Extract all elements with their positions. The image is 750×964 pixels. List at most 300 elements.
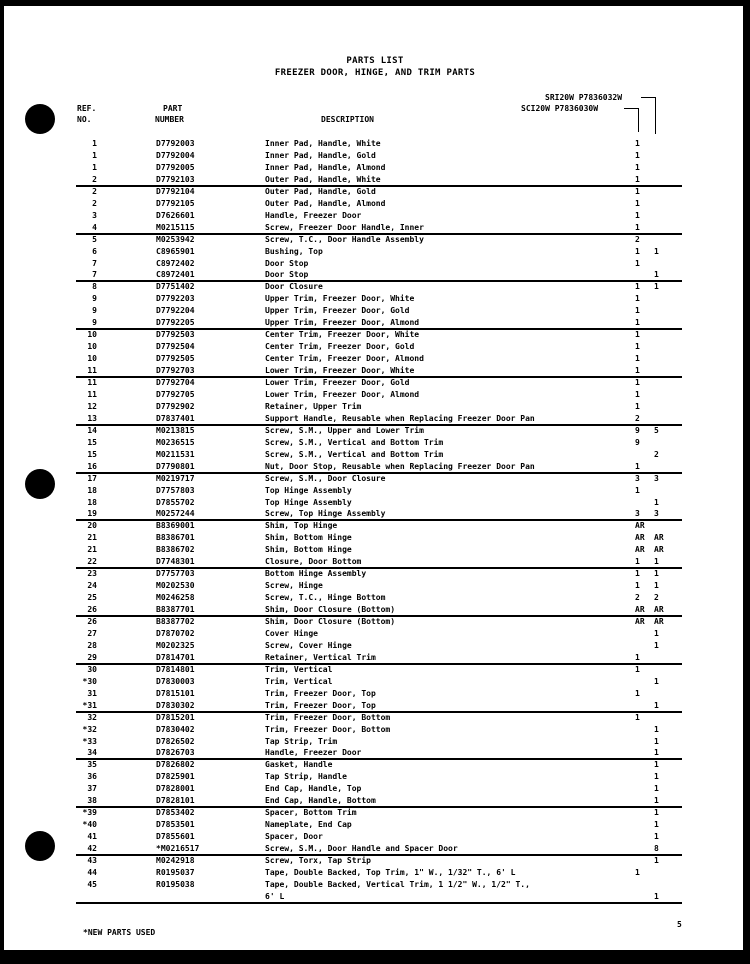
part-number: C8972401 (156, 270, 195, 279)
part-number: D7828001 (156, 784, 195, 793)
table-row (0, 880, 750, 892)
model-label-2: SCI20W P7836030W (521, 104, 599, 113)
part-description: Bottom Hinge Assembly (265, 569, 367, 578)
part-description: Shim, Bottom Hinge (265, 533, 352, 542)
qty-model-1: 1 (635, 402, 640, 411)
ref-number: 10 (87, 330, 97, 339)
part-description: Trim, Freezer Door, Bottom (265, 713, 391, 722)
table-row (0, 187, 750, 199)
header-part-number: NUMBER (155, 115, 184, 124)
ref-number: 18 (87, 486, 97, 495)
ref-number: 8 (92, 282, 97, 291)
part-number: D7792504 (156, 342, 195, 351)
qty-model-2: 1 (654, 282, 659, 291)
part-number: D7830302 (156, 701, 195, 710)
part-number: D7792704 (156, 378, 195, 387)
part-number: D7792104 (156, 187, 195, 196)
part-description: Tape, Double Backed, Top Trim, 1" W., 1/32" T., 6' L (265, 868, 516, 877)
table-row (0, 223, 750, 235)
ref-number: 10 (87, 354, 97, 363)
model-bracket (624, 108, 639, 109)
qty-model-2: 1 (654, 892, 659, 901)
qty-model-2: 1 (654, 808, 659, 817)
header-part: PART (163, 104, 183, 113)
qty-model-2: 1 (654, 581, 659, 590)
part-number: D7751402 (156, 282, 195, 291)
model-bracket (655, 97, 656, 134)
table-row (0, 474, 750, 486)
part-description: Spacer, Door (265, 832, 323, 841)
page-number: 5 (677, 920, 682, 929)
ref-number: 35 (87, 760, 97, 769)
part-number: B8386702 (156, 545, 195, 554)
header-ref: REF. (77, 104, 97, 113)
table-row (0, 689, 750, 701)
part-description: Gasket, Handle (265, 760, 333, 769)
part-description: Door Closure (265, 282, 323, 291)
ref-number: 15 (87, 450, 97, 459)
qty-model-2: 1 (654, 784, 659, 793)
part-number: M0202530 (156, 581, 195, 590)
qty-model-1: 1 (635, 665, 640, 674)
model-label-1: SRI20W P7836032W (545, 93, 623, 102)
ref-number: 16 (87, 462, 97, 471)
qty-model-1: AR (635, 617, 645, 626)
qty-model-1: 9 (635, 426, 640, 435)
part-description: Retainer, Upper Trim (265, 402, 362, 411)
part-number: D7792902 (156, 402, 195, 411)
ref-number: 5 (92, 235, 97, 244)
part-number: D7815201 (156, 713, 195, 722)
table-row (0, 306, 750, 318)
ref-number: 32 (87, 713, 97, 722)
qty-model-1: 1 (635, 569, 640, 578)
ref-number: 3 (92, 211, 97, 220)
qty-model-1: 1 (635, 486, 640, 495)
ref-number: 19 (87, 509, 97, 518)
table-row (0, 557, 750, 569)
part-description: Inner Pad, Handle, Gold (265, 151, 376, 160)
part-number: D7855702 (156, 498, 195, 507)
ref-number: 11 (87, 366, 97, 375)
ref-number: 17 (87, 474, 97, 483)
part-number: D7837401 (156, 414, 195, 423)
part-description: Tap Strip, Handle (265, 772, 347, 781)
table-row (0, 748, 750, 760)
part-number: D7792505 (156, 354, 195, 363)
ref-number: 7 (92, 259, 97, 268)
qty-model-1: 1 (635, 187, 640, 196)
qty-model-1: 1 (635, 294, 640, 303)
table-row (0, 450, 750, 462)
qty-model-2: 5 (654, 426, 659, 435)
part-number: D7853402 (156, 808, 195, 817)
table-row (0, 235, 750, 247)
table-row (0, 175, 750, 187)
part-number: D7828101 (156, 796, 195, 805)
ref-number: 45 (87, 880, 97, 889)
page-title: PARTS LIST (346, 56, 404, 66)
table-row (0, 270, 750, 282)
ref-number: 11 (87, 378, 97, 387)
part-description: Center Trim, Freezer Door, White (265, 330, 420, 339)
binder-hole (25, 104, 55, 134)
part-number: M0213815 (156, 426, 195, 435)
part-number: D7792004 (156, 151, 195, 160)
part-description: Upper Trim, Freezer Door, Almond (265, 318, 420, 327)
ref-number: 18 (87, 498, 97, 507)
part-description: Trim, Freezer Door, Top (265, 701, 376, 710)
table-row (0, 605, 750, 617)
ref-number: *32 (82, 725, 97, 734)
part-description: Door Stop (265, 270, 309, 279)
table-row (0, 486, 750, 498)
part-number: B8387701 (156, 605, 195, 614)
scan-border-top (0, 0, 750, 6)
qty-model-1: 1 (635, 282, 640, 291)
part-description: Screw, S.M., Vertical and Bottom Trim (265, 450, 444, 459)
part-number: D7626601 (156, 211, 195, 220)
ref-number: 21 (87, 533, 97, 542)
part-number: D7826802 (156, 760, 195, 769)
ref-number: 36 (87, 772, 97, 781)
part-number: M0246258 (156, 593, 195, 602)
ref-number: *39 (82, 808, 97, 817)
qty-model-2: 1 (654, 629, 659, 638)
part-description: Outer Pad, Handle, White (265, 175, 381, 184)
part-number: M0253942 (156, 235, 195, 244)
model-bracket (641, 97, 656, 98)
ref-number: 22 (87, 557, 97, 566)
part-description: Tap Strip, Trim (265, 737, 338, 746)
qty-model-2: 2 (654, 450, 659, 459)
qty-model-1: 1 (635, 653, 640, 662)
qty-model-2: 1 (654, 760, 659, 769)
part-description: Screw, Top Hinge Assembly (265, 509, 386, 518)
part-number: D7757703 (156, 569, 195, 578)
part-number: D7830003 (156, 677, 195, 686)
part-number: B8386701 (156, 533, 195, 542)
part-description: Shim, Bottom Hinge (265, 545, 352, 554)
part-number: D7748301 (156, 557, 195, 566)
qty-model-1: AR (635, 545, 645, 554)
qty-model-2: 1 (654, 772, 659, 781)
qty-model-2: 1 (654, 748, 659, 757)
qty-model-2: 1 (654, 498, 659, 507)
part-description: Shim, Door Closure (Bottom) (265, 617, 396, 626)
table-row (0, 844, 750, 856)
qty-model-2: AR (654, 617, 664, 626)
ref-number: 1 (92, 151, 97, 160)
qty-model-2: 1 (654, 569, 659, 578)
table-row (0, 211, 750, 223)
part-description: Retainer, Vertical Trim (265, 653, 376, 662)
part-number: D7814701 (156, 653, 195, 662)
table-row (0, 677, 750, 689)
part-number: D7792503 (156, 330, 195, 339)
qty-model-2: 3 (654, 509, 659, 518)
part-description: Center Trim, Freezer Door, Gold (265, 342, 415, 351)
part-description: Inner Pad, Handle, Almond (265, 163, 386, 172)
part-description: End Cap, Handle, Top (265, 784, 362, 793)
part-description: Handle, Freezer Door (265, 211, 362, 220)
part-number: D7815101 (156, 689, 195, 698)
part-description: Screw, T.C., Door Handle Assembly (265, 235, 424, 244)
ref-number: 26 (87, 617, 97, 626)
part-description: Tape, Double Backed, Vertical Trim, 1 1/2" W., 1/2" T., (265, 880, 530, 889)
table-row (0, 414, 750, 426)
part-number: D7826502 (156, 737, 195, 746)
part-description: Outer Pad, Handle, Almond (265, 199, 386, 208)
qty-model-1: 1 (635, 151, 640, 160)
ref-number: 9 (92, 306, 97, 315)
part-description: Nameplate, End Cap (265, 820, 352, 829)
part-number: B8387702 (156, 617, 195, 626)
qty-model-2: AR (654, 545, 664, 554)
part-number: D7792105 (156, 199, 195, 208)
table-row (0, 581, 750, 593)
ref-number: 25 (87, 593, 97, 602)
table-row (0, 366, 750, 378)
part-description: Support Handle, Reusable when Replacing Freezer Door Pan (265, 414, 535, 423)
ref-number: 1 (92, 139, 97, 148)
part-description: Trim, Freezer Door, Bottom (265, 725, 391, 734)
qty-model-1: AR (635, 521, 645, 530)
part-number: D7830402 (156, 725, 195, 734)
ref-number: *31 (82, 701, 97, 710)
table-row (0, 342, 750, 354)
page-subtitle: FREEZER DOOR, HINGE, AND TRIM PARTS (274, 68, 476, 78)
part-description: Screw, T.C., Hinge Bottom (265, 593, 386, 602)
table-row (0, 665, 750, 677)
part-description: Lower Trim, Freezer Door, White (265, 366, 415, 375)
table-row (0, 318, 750, 330)
part-number: M0215115 (156, 223, 195, 232)
ref-number: 30 (87, 665, 97, 674)
table-row (0, 868, 750, 880)
table-row (0, 462, 750, 474)
qty-model-1: 1 (635, 306, 640, 315)
part-number: D7855601 (156, 832, 195, 841)
part-description: End Cap, Handle, Bottom (265, 796, 376, 805)
qty-model-1: 1 (635, 247, 640, 256)
qty-model-1: AR (635, 605, 645, 614)
ref-number: 29 (87, 653, 97, 662)
part-number: D7792005 (156, 163, 195, 172)
qty-model-1: 1 (635, 139, 640, 148)
qty-model-1: 3 (635, 474, 640, 483)
ref-number: *40 (82, 820, 97, 829)
part-description: Shim, Top Hinge (265, 521, 338, 530)
part-number: D7792703 (156, 366, 195, 375)
part-number: D7757803 (156, 486, 195, 495)
part-description: Door Stop (265, 259, 309, 268)
part-number: D7853501 (156, 820, 195, 829)
part-number: D7826703 (156, 748, 195, 757)
part-number: M0219717 (156, 474, 195, 483)
part-number: D7825901 (156, 772, 195, 781)
part-number: M0202325 (156, 641, 195, 650)
qty-model-2: 1 (654, 856, 659, 865)
qty-model-2: 1 (654, 247, 659, 256)
ref-number: 43 (87, 856, 97, 865)
part-number: C8972402 (156, 259, 195, 268)
ref-number: 13 (87, 414, 97, 423)
row-divider (76, 902, 682, 904)
qty-model-1: 1 (635, 163, 640, 172)
table-row (0, 402, 750, 414)
part-description: Screw, S.M., Upper and Lower Trim (265, 426, 424, 435)
qty-model-2: 8 (654, 844, 659, 853)
part-description: Top Hinge Assembly (265, 498, 352, 507)
ref-number: 37 (87, 784, 97, 793)
part-description: Screw, S.M., Vertical and Bottom Trim (265, 438, 444, 447)
ref-number: 9 (92, 294, 97, 303)
ref-number: 2 (92, 187, 97, 196)
part-number: D7792103 (156, 175, 195, 184)
footnote: *NEW PARTS USED (83, 928, 156, 937)
qty-model-1: 1 (635, 581, 640, 590)
part-description: Cover Hinge (265, 629, 318, 638)
table-row (0, 593, 750, 605)
part-number: B8369001 (156, 521, 195, 530)
header-ref-no: NO. (77, 115, 92, 124)
ref-number: 44 (87, 868, 97, 877)
table-row (0, 641, 750, 653)
qty-model-1: 1 (635, 199, 640, 208)
qty-model-1: 1 (635, 689, 640, 698)
table-row (0, 438, 750, 450)
qty-model-1: AR (635, 533, 645, 542)
qty-model-2: 1 (654, 796, 659, 805)
table-row (0, 378, 750, 390)
qty-model-1: 1 (635, 342, 640, 351)
part-description: Screw, Freezer Door Handle, Inner (265, 223, 424, 232)
part-number: M0257244 (156, 509, 195, 518)
part-description: Top Hinge Assembly (265, 486, 352, 495)
part-description: Lower Trim, Freezer Door, Almond (265, 390, 420, 399)
part-description: Inner Pad, Handle, White (265, 139, 381, 148)
qty-model-1: 1 (635, 318, 640, 327)
table-row (0, 390, 750, 402)
part-number: M0242918 (156, 856, 195, 865)
table-row (0, 892, 750, 904)
ref-number: 21 (87, 545, 97, 554)
part-number: M0236515 (156, 438, 195, 447)
table-row (0, 521, 750, 533)
table-row (0, 139, 750, 151)
ref-number: 7 (92, 270, 97, 279)
table-row (0, 294, 750, 306)
table-row (0, 617, 750, 629)
table-row (0, 199, 750, 211)
part-description: Nut, Door Stop, Reusable when Replacing Freezer Door Pan (265, 462, 535, 471)
table-row (0, 725, 750, 737)
table-row (0, 426, 750, 438)
ref-number: 6 (92, 247, 97, 256)
qty-model-1: 1 (635, 557, 640, 566)
qty-model-1: 1 (635, 713, 640, 722)
qty-model-1: 1 (635, 211, 640, 220)
qty-model-1: 1 (635, 378, 640, 387)
part-description: Screw, Torx, Tap Strip (265, 856, 371, 865)
ref-number: 28 (87, 641, 97, 650)
ref-number: 26 (87, 605, 97, 614)
part-description: Handle, Freezer Door (265, 748, 362, 757)
ref-number: 4 (92, 223, 97, 232)
part-number: D7792705 (156, 390, 195, 399)
table-row (0, 545, 750, 557)
table-row (0, 151, 750, 163)
ref-number: 31 (87, 689, 97, 698)
ref-number: 10 (87, 342, 97, 351)
table-row (0, 569, 750, 581)
ref-number: 27 (87, 629, 97, 638)
part-description: Trim, Freezer Door, Top (265, 689, 376, 698)
qty-model-2: 1 (654, 701, 659, 710)
part-description: Screw, S.M., Door Closure (265, 474, 386, 483)
part-description: Center Trim, Freezer Door, Almond (265, 354, 424, 363)
qty-model-1: 1 (635, 868, 640, 877)
part-number: D7790801 (156, 462, 195, 471)
table-row (0, 629, 750, 641)
qty-model-1: 1 (635, 223, 640, 232)
table-row (0, 713, 750, 725)
qty-model-2: AR (654, 605, 664, 614)
qty-model-1: 1 (635, 330, 640, 339)
qty-model-1: 2 (635, 414, 640, 423)
part-description: Screw, S.M., Door Handle and Spacer Door (265, 844, 458, 853)
ref-number: 1 (92, 163, 97, 172)
part-description: Upper Trim, Freezer Door, Gold (265, 306, 410, 315)
qty-model-2: 1 (654, 557, 659, 566)
table-row (0, 533, 750, 545)
table-row (0, 772, 750, 784)
part-description: Outer Pad, Handle, Gold (265, 187, 376, 196)
part-number: C8965901 (156, 247, 195, 256)
part-description: Upper Trim, Freezer Door, White (265, 294, 415, 303)
table-row (0, 784, 750, 796)
part-number: D7814801 (156, 665, 195, 674)
qty-model-2: 1 (654, 820, 659, 829)
qty-model-1: 1 (635, 366, 640, 375)
qty-model-1: 3 (635, 509, 640, 518)
ref-number: 12 (87, 402, 97, 411)
model-bracket (638, 108, 639, 132)
qty-model-2: 1 (654, 737, 659, 746)
part-description: Screw, Hinge (265, 581, 323, 590)
part-description: Trim, Vertical (265, 677, 333, 686)
part-description: Screw, Cover Hinge (265, 641, 352, 650)
qty-model-2: 3 (654, 474, 659, 483)
part-description: Shim, Door Closure (Bottom) (265, 605, 396, 614)
table-row (0, 856, 750, 868)
qty-model-1: 1 (635, 462, 640, 471)
ref-number: 34 (87, 748, 97, 757)
header-description: DESCRIPTION (321, 115, 374, 124)
ref-number: 14 (87, 426, 97, 435)
qty-model-1: 1 (635, 390, 640, 399)
part-number: D7792003 (156, 139, 195, 148)
table-row (0, 653, 750, 665)
part-number: M0211531 (156, 450, 195, 459)
qty-model-2: 1 (654, 677, 659, 686)
ref-number: 11 (87, 390, 97, 399)
part-description: Bushing, Top (265, 247, 323, 256)
table-row (0, 760, 750, 772)
qty-model-1: 1 (635, 259, 640, 268)
ref-number: 41 (87, 832, 97, 841)
